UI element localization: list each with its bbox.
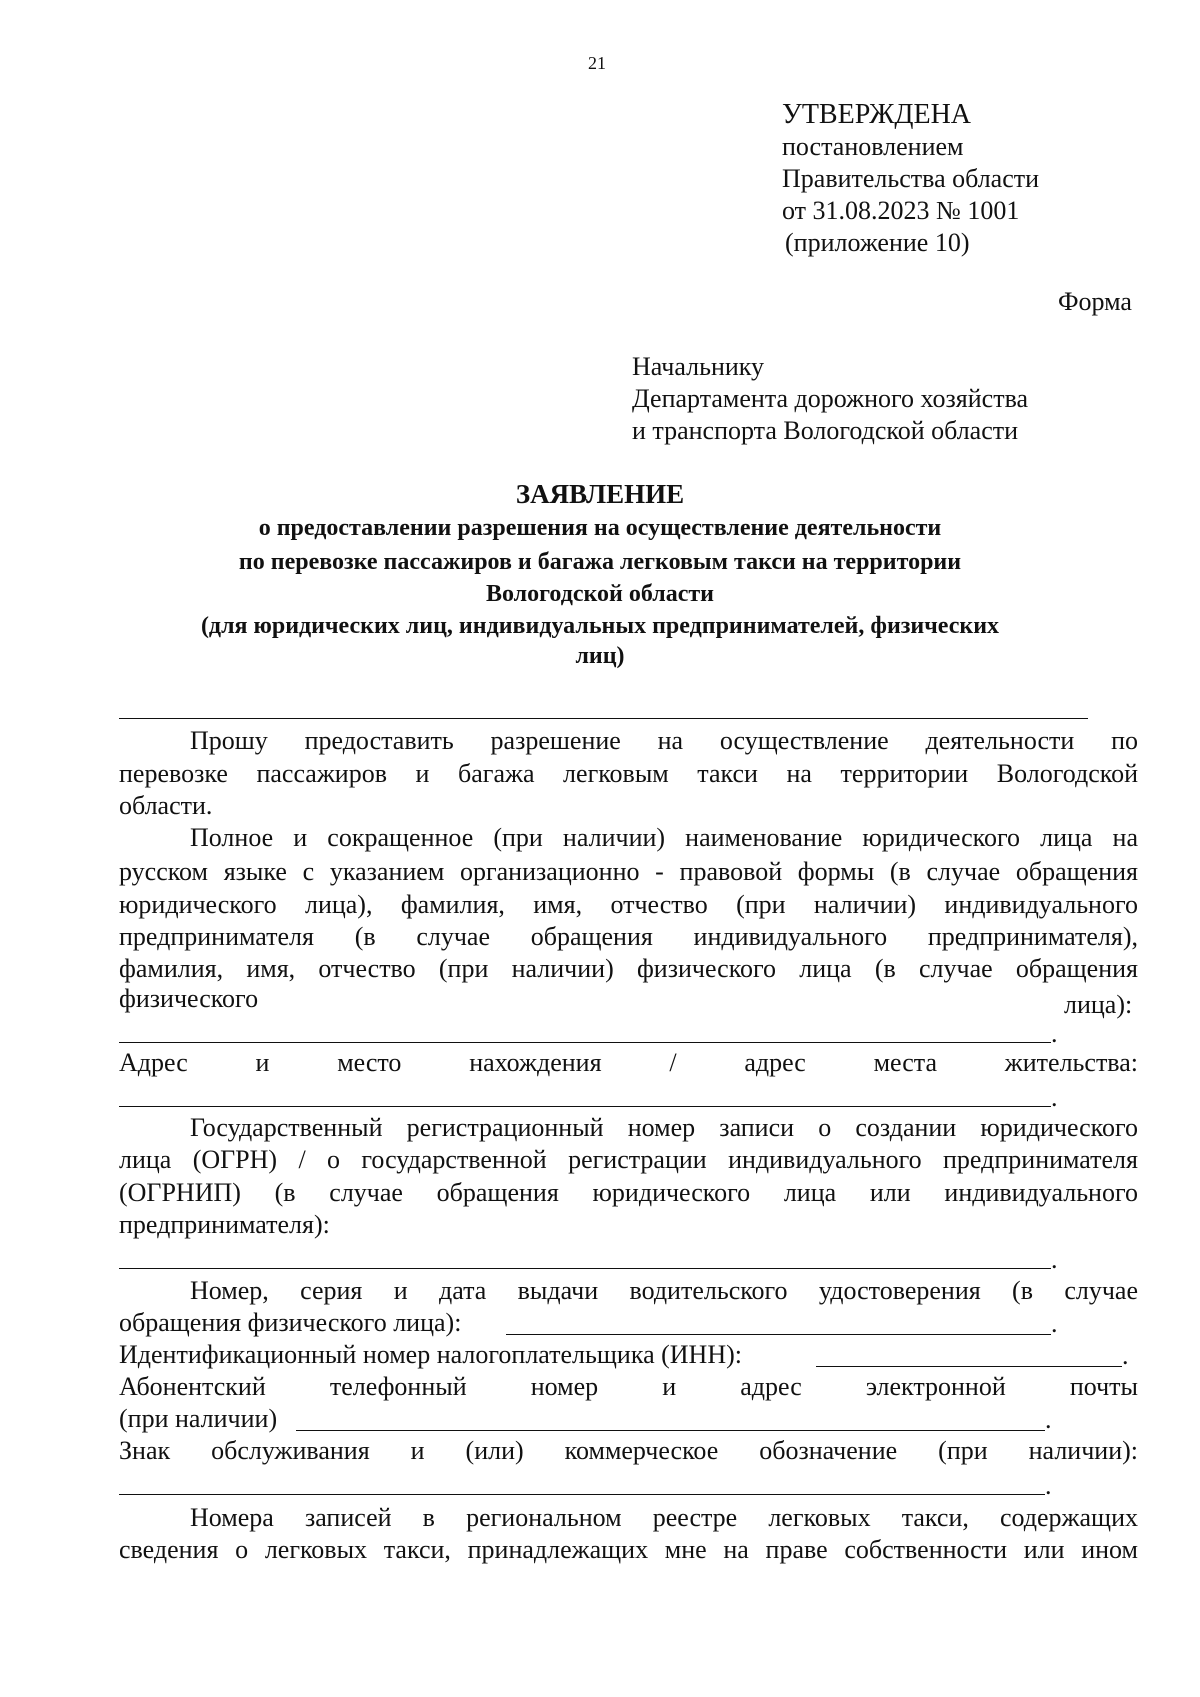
p1-line-3: области. [119, 791, 213, 820]
p2-line-6a: физического [119, 984, 259, 1013]
p5-line-2: сведения о легковых такси, принадлежащих мне на праве собственности или ином [119, 1535, 1138, 1564]
ogrn-fill-line[interactable] [119, 1268, 1051, 1269]
license-fill-line[interactable] [506, 1334, 1051, 1335]
name-fill-period: . [1051, 1019, 1058, 1048]
ogrn-fill-period: . [1051, 1245, 1058, 1274]
phone-line-2: (при наличии) [119, 1404, 278, 1433]
p1-line-2: перевозке пассажиров и багажа легковым такси на территории Вологодской [119, 759, 1138, 788]
p2-line-5: фамилия, имя, отчество (при наличии) физического лица (в случае обращения [119, 954, 1138, 983]
document-title: ЗАЯВЛЕНИЕ [515, 479, 685, 509]
inn-label: Идентификационный номер налогоплательщика (ИНН): [119, 1340, 742, 1369]
form-label: Форма [1058, 287, 1132, 316]
inn-fill-period: . [1122, 1341, 1129, 1370]
phone-fill-period: . [1045, 1405, 1052, 1434]
p1-line-1: Прошу предоставить разрешение на осуществление деятельности по [190, 726, 1138, 755]
inn-fill-line[interactable] [816, 1366, 1122, 1367]
p2-line-4: предпринимателя (в случае обращения индивидуального предпринимателя), [119, 922, 1138, 951]
p2-line-3: юридического лица), фамилия, имя, отчество (при наличии) индивидуального [119, 890, 1138, 919]
address-fill-period: . [1051, 1083, 1058, 1112]
approval-title: УТВЕРЖДЕНА [782, 99, 972, 130]
phone-line-1: Абонентский телефонный номер и адрес электронной почты [119, 1372, 1138, 1401]
heading-line-1: о предоставлении разрешения на осуществление деятельности [258, 515, 942, 541]
approval-line-3: от 31.08.2023 № 1001 [782, 196, 1020, 225]
address-fill-line[interactable] [119, 1106, 1051, 1107]
p4-line-1: Номер, серия и дата выдачи водительского удостоверения (в случае [190, 1276, 1138, 1305]
approval-line-2: Правительства области [782, 164, 1040, 193]
heading-line-3: Вологодской области [485, 581, 715, 607]
heading-line-4: (для юридических лиц, индивидуальных предпринимателей, физических [200, 613, 1000, 639]
p3-line-2: лица (ОГРН) / о государственной регистрации индивидуального предпринимателя [119, 1145, 1138, 1174]
p2-line-6b: лица): [1064, 990, 1133, 1019]
p3-line-1: Государственный регистрационный номер записи о создании юридического [190, 1113, 1138, 1142]
phone-fill-line[interactable] [296, 1430, 1045, 1431]
p5-line-1: Номера записей в региональном реестре легковых такси, содержащих [190, 1503, 1138, 1532]
p2-line-2: русском языке с указанием организационно - правовой формы (в случае обращения [119, 857, 1138, 886]
heading-line-5: лиц) [575, 643, 625, 669]
approval-line-1: постановлением [782, 132, 964, 161]
heading-rule [119, 718, 1088, 719]
p4-line-2: обращения физического лица): [119, 1308, 462, 1337]
p3-line-3: (ОГРНИП) (в случае обращения юридического лица или индивидуального [119, 1178, 1138, 1207]
heading-line-2: по перевозке пассажиров и багажа легковым такси на территории [238, 549, 962, 575]
license-fill-period: . [1051, 1309, 1058, 1338]
page-number: 21 [588, 53, 606, 73]
name-fill-line[interactable] [119, 1042, 1051, 1043]
address-label: Адрес и место нахождения / адрес места жительства: [119, 1048, 1138, 1077]
addressee-line-3: и транспорта Вологодской области [632, 416, 1019, 445]
brand-fill-period: . [1045, 1471, 1052, 1500]
p2-line-1: Полное и сокращенное (при наличии) наименование юридического лица на [190, 823, 1138, 852]
p3-line-4: предпринимателя): [119, 1210, 330, 1239]
brand-fill-line[interactable] [119, 1494, 1045, 1495]
addressee-line-2: Департамента дорожного хозяйства [632, 384, 1029, 413]
brand-label: Знак обслуживания и (или) коммерческое обозначение (при наличии): [119, 1436, 1138, 1465]
addressee-line-1: Начальнику [632, 352, 765, 381]
approval-line-4: (приложение 10) [785, 228, 970, 257]
